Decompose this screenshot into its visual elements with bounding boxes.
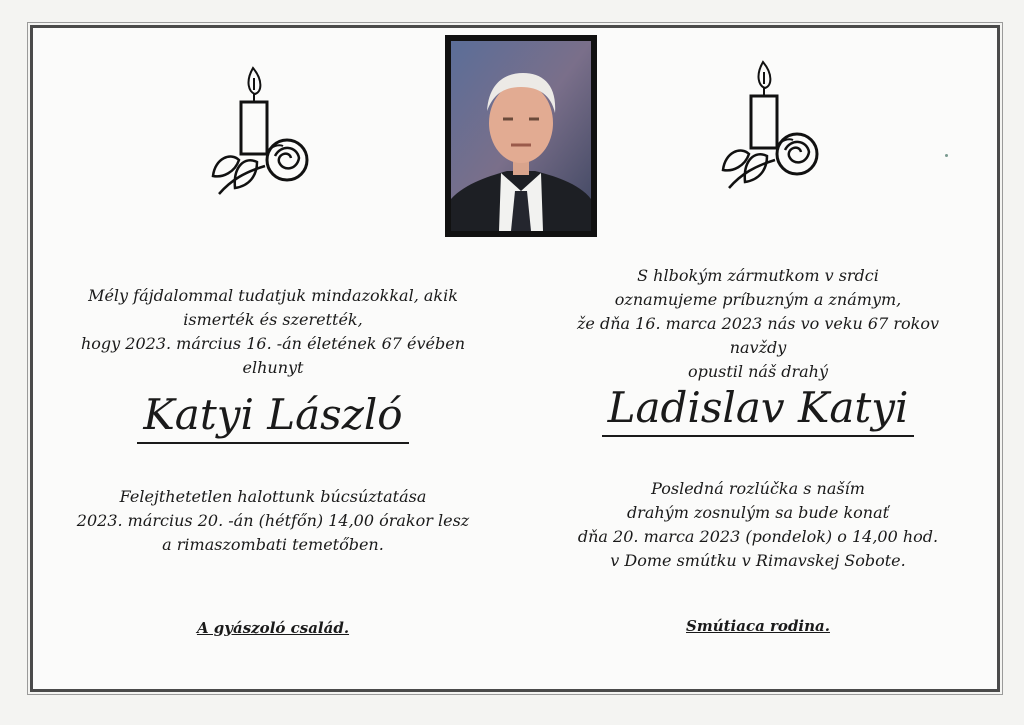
- right-funeral-info: Posledná rozlúčka s naším drahým zosnulým sa bude konať dňa 20. marca 2023 (pondelok) o 14,00 hod. v Dome smútku v Rimavskej Sobote.: [577, 479, 939, 570]
- left-signature: A gyászoló család.: [196, 619, 350, 637]
- obituary-card: [30, 25, 1000, 692]
- left-deceased-name: Katyi László: [137, 390, 408, 444]
- right-signature: Smútiaca rodina.: [686, 617, 830, 635]
- left-name-wrap: [73, 390, 473, 444]
- left-funeral-info: Felejthetetlen halottunk búcsúztatása 2023. március 20. -án (hétfőn) 14,00 órakor lesz a rimaszombati temetőben.: [76, 487, 470, 554]
- right-deceased-name: Ladislav Katyi: [602, 383, 915, 437]
- right-signature-wrap: [558, 616, 958, 635]
- speck: [945, 154, 948, 157]
- candle-rose-icon: [715, 42, 827, 192]
- portrait-photo: [445, 35, 597, 237]
- left-signature-wrap: [73, 618, 473, 637]
- right-name-wrap: [558, 383, 958, 437]
- candle-rose-icon: [205, 48, 317, 198]
- left-intro: Mély fájdalommal tudatjuk mindazokkal, akik ismerték és szerették, hogy 2023. március 16. -án életének 67 évében elhunyt: [80, 286, 466, 377]
- right-intro: S hlbokým zármutkom v srdci oznamujeme príbuzným a známym, že dňa 16. marca 2023 nás vo veku 67 rokov navždy opustil náš drahý: [576, 266, 940, 381]
